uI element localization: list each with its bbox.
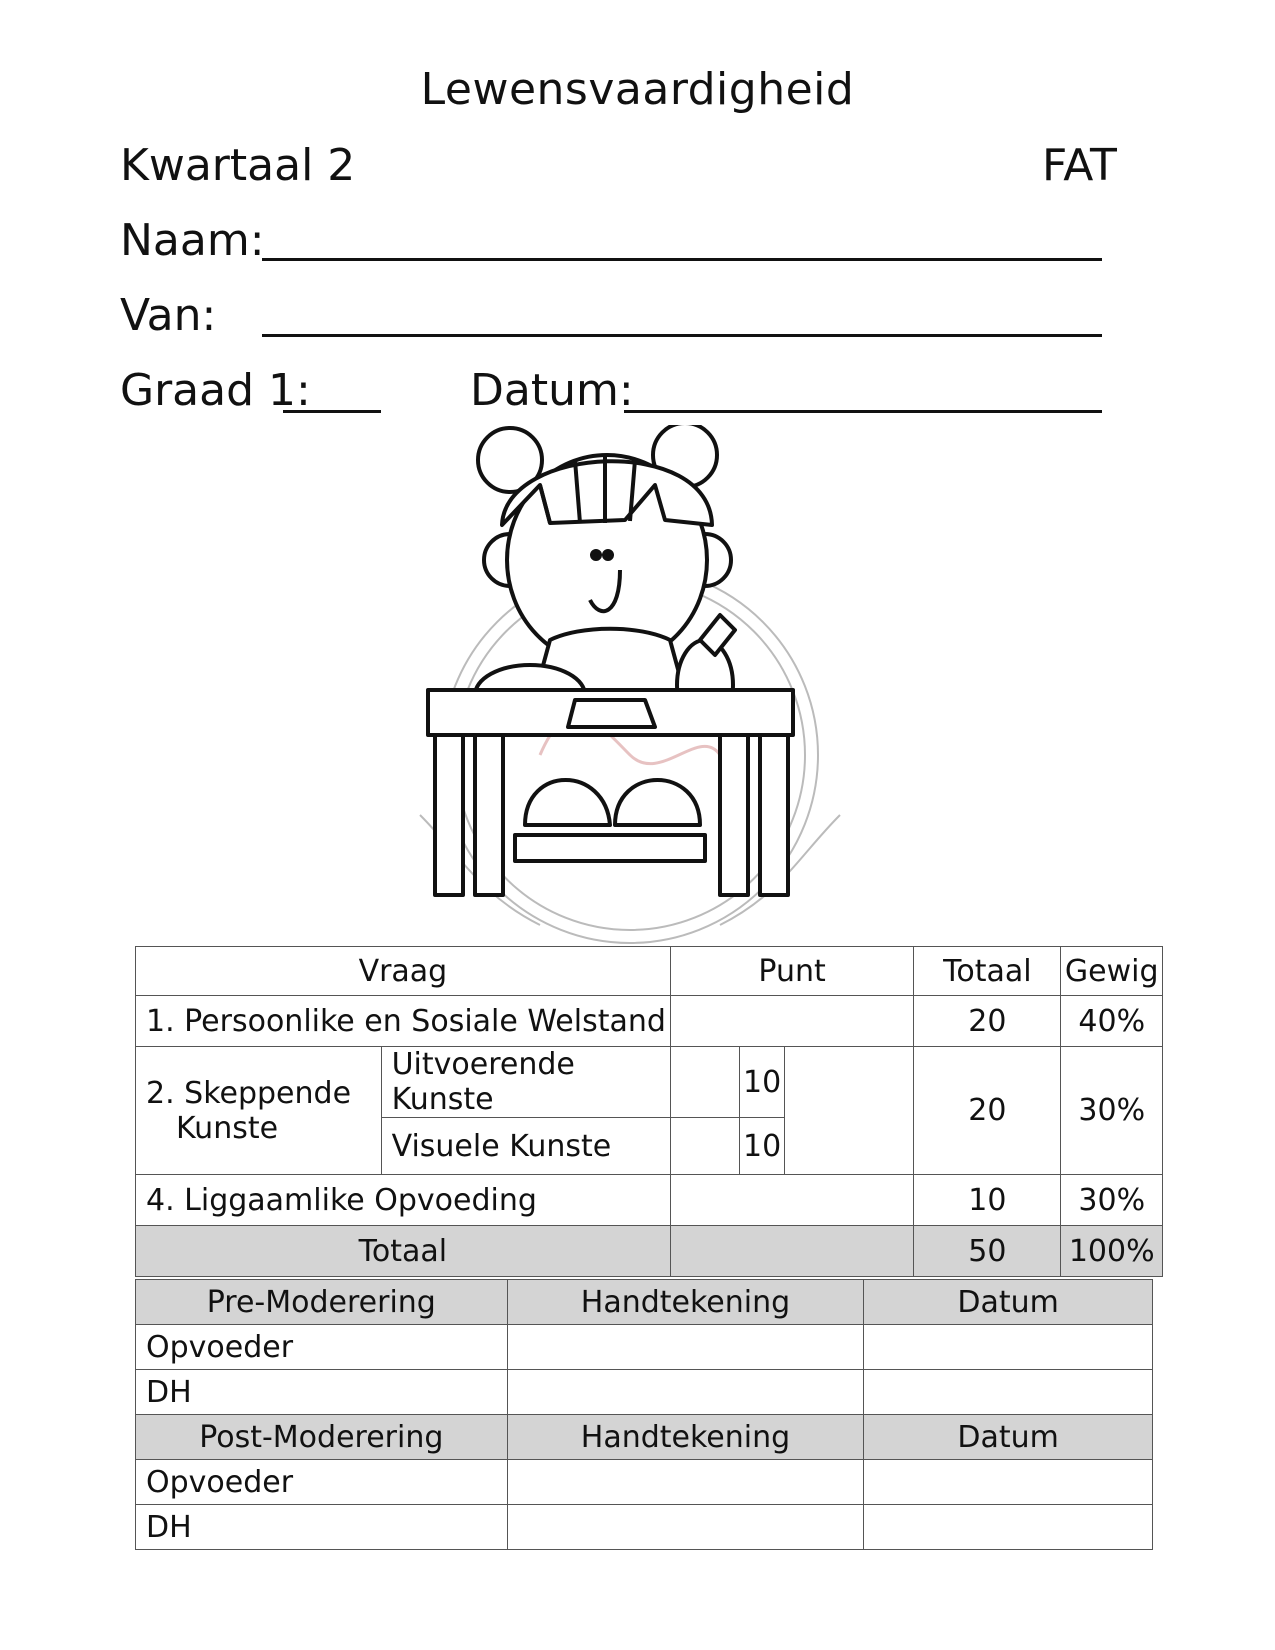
row3-mark-cell[interactable] <box>670 1175 914 1226</box>
row3-total: 10 <box>914 1175 1061 1226</box>
pre-hod-signature[interactable] <box>507 1370 864 1415</box>
girl-at-desk-illustration <box>400 425 860 945</box>
row2-sub1-mark-cell[interactable] <box>670 1047 739 1118</box>
row2-sub1-marks: 10 <box>739 1047 785 1118</box>
post-signature-header: Handtekening <box>507 1415 864 1460</box>
row1-mark-cell[interactable] <box>670 996 914 1047</box>
pre-moderation-title: Pre-Moderering <box>136 1280 508 1325</box>
post-hod-label: DH <box>136 1505 508 1550</box>
moderation-table <box>135 1279 1153 1550</box>
header-weight: Gewig <box>1061 947 1163 996</box>
page-title: Lewensvaardigheid <box>420 64 855 115</box>
date-label: Datum: <box>470 365 634 416</box>
row1-weight: 40% <box>1061 996 1163 1047</box>
row2-mark-cell[interactable] <box>785 1047 914 1175</box>
surname-label: Van: <box>120 290 217 341</box>
total-label: Totaal <box>136 1226 671 1277</box>
row2-sub2-mark-cell[interactable] <box>670 1118 739 1175</box>
header-question: Vraag <box>136 947 671 996</box>
name-field[interactable] <box>262 258 1102 261</box>
row2-weight: 30% <box>1061 1047 1163 1175</box>
name-label: Naam: <box>120 215 265 266</box>
row2-total: 20 <box>914 1047 1061 1175</box>
row3-question: 4. Liggaamlike Opvoeding <box>136 1175 671 1226</box>
row2-sub2-marks: 10 <box>739 1118 785 1175</box>
pre-educator-signature[interactable] <box>507 1325 864 1370</box>
row2-sub2: Visuele Kunste <box>381 1118 670 1175</box>
term-label: Kwartaal 2 <box>120 140 356 191</box>
row2-question-line2: Kunste <box>176 1110 279 1146</box>
post-date-header: Datum <box>864 1415 1153 1460</box>
header-mark: Punt <box>670 947 914 996</box>
pre-signature-header: Handtekening <box>507 1280 864 1325</box>
pre-hod-label: DH <box>136 1370 508 1415</box>
total-mark-cell[interactable] <box>670 1226 914 1277</box>
row2-sub1: Uitvoerende Kunste <box>381 1047 670 1118</box>
pre-hod-date[interactable] <box>864 1370 1153 1415</box>
pre-educator-label: Opvoeder <box>136 1325 508 1370</box>
grade-label: Graad 1: <box>120 365 311 416</box>
row1-question: 1. Persoonlike en Sosiale Welstand <box>136 996 671 1047</box>
row2-question-line1: 2. Skeppende <box>146 1075 352 1111</box>
total-weight: 100% <box>1061 1226 1163 1277</box>
row3-weight: 30% <box>1061 1175 1163 1226</box>
grade-field[interactable] <box>283 410 381 413</box>
post-moderation-title: Post-Moderering <box>136 1415 508 1460</box>
surname-field[interactable] <box>262 334 1102 337</box>
total-total: 50 <box>914 1226 1061 1277</box>
post-educator-date[interactable] <box>864 1460 1153 1505</box>
pre-educator-date[interactable] <box>864 1325 1153 1370</box>
header-total: Totaal <box>914 947 1061 996</box>
post-educator-label: Opvoeder <box>136 1460 508 1505</box>
pre-date-header: Datum <box>864 1280 1153 1325</box>
date-field[interactable] <box>624 410 1102 413</box>
assessment-type: FAT <box>1042 140 1117 191</box>
post-hod-signature[interactable] <box>507 1505 864 1550</box>
row1-total: 20 <box>914 996 1061 1047</box>
marks-table <box>135 946 1163 1277</box>
post-educator-signature[interactable] <box>507 1460 864 1505</box>
row2-question <box>136 1047 382 1175</box>
post-hod-date[interactable] <box>864 1505 1153 1550</box>
